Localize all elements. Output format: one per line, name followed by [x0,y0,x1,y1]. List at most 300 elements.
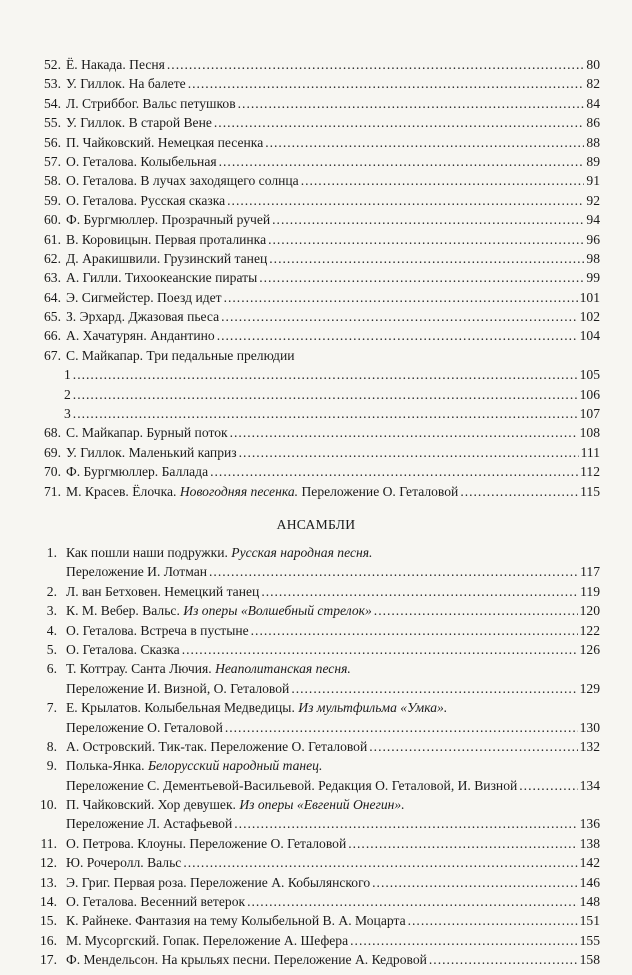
entry-body [66,288,600,307]
page-number: 80 [586,57,600,72]
toc-row [0,462,632,481]
dot-leader [269,249,584,268]
page-number: 84 [586,95,600,111]
entry-title [66,756,322,775]
entry-title-text: О. Петрова. Клоуны. Переложение О. Геталовой [66,835,347,851]
page-number: 91 [586,173,600,189]
toc-row [0,74,632,93]
page-number: 130 [579,719,600,735]
ensembles-list [0,543,632,970]
entry-title [66,659,351,678]
dot-leader [429,950,578,969]
page-number: 92 [586,192,600,208]
item-number: 14. [40,894,57,910]
page-number: 105 [579,367,600,383]
page-number: 106 [579,386,600,402]
entry-body [66,133,600,152]
page-number: 155 [579,932,600,948]
entry-title [66,191,225,210]
entry-title-text: Полька-Янка. [66,758,145,774]
entry-title [66,873,370,892]
entry-title-text: М. Красев. Ёлочка. [66,483,177,499]
page-number: 88 [586,134,600,150]
entry-title-text: О. Геталова. Весенний ветерок [66,894,246,910]
entry-title-text: О. Геталова. В лучах заходящего солнца [66,173,299,189]
entry-title [66,892,245,911]
entry-title-text: У. Гиллок. В старой Вене [66,115,212,131]
toc-row-continuation [0,718,632,737]
toc-row-continuation [0,562,632,581]
dot-leader [268,230,584,249]
section-title-ensembles: АНСАМБЛИ [276,516,356,532]
entry-title [66,834,346,853]
entry-title-text: Переложение С. Дементьевой-Васильевой. Редакция О. Геталовой, И. Визной [66,777,518,793]
item-number: 55. [44,115,61,131]
page-number: 119 [580,583,600,599]
dot-leader [73,404,578,423]
item-number: 68. [44,425,61,441]
entry-title-text: А. Островский. Тик-так. Переложение О. Геталовой [66,738,368,754]
dot-leader [167,55,585,74]
toc-row [0,326,632,345]
entry-title [66,795,405,814]
dot-leader [209,562,578,581]
entry-body [66,679,600,698]
item-number: 63. [44,270,61,286]
entry-title [66,249,267,268]
entry-title [66,679,289,698]
entry-title-text: О. Геталова. Встреча в пустыне [66,622,249,638]
entry-body [66,950,600,969]
entry-title-text: С. Майкапар. Бурный поток [66,425,228,441]
entry-body [66,307,600,326]
page-number: 101 [579,289,600,305]
entry-body [66,113,600,132]
entry-subtitle: Из оперы «Евгений Онегин». [239,797,405,813]
entry-title-text: Переложение И. Визной, О. Геталовой [66,680,290,696]
entry-title [66,210,270,229]
item-number: 7. [46,700,57,716]
entry-title [66,931,348,950]
toc-row-continuation [0,679,632,698]
entry-title [66,911,406,930]
item-number: 1. [46,544,57,560]
entry-title-text: З. Эрхард. Джазовая пьеса [66,309,220,325]
dot-leader [221,307,577,326]
toc-row [0,230,632,249]
entry-body [66,892,600,911]
entry-title [66,230,266,249]
entry-title-text: Л. Стриббог. Вальс петушков [66,95,236,111]
entry-title [66,698,447,717]
entry-arrangement: Переложение О. Геталовой [301,483,459,499]
toc-row [0,931,632,950]
entry-body [66,482,600,501]
toc-row [0,94,632,113]
dot-leader [350,931,577,950]
entry-title [66,133,263,152]
toc-row [0,423,632,442]
page-number: 94 [586,212,600,228]
item-number: 15. [40,913,57,929]
toc-row [0,191,632,210]
toc-row [0,482,632,501]
entry-title [66,582,259,601]
entry-subtitle: Новогодняя песенка. [179,483,299,499]
toc-row [0,210,632,229]
entry-title-text: У. Гиллок. На балете [66,76,186,92]
dot-leader [227,191,584,210]
entry-title [66,601,372,620]
entry-title [66,346,295,365]
page-number: 134 [579,777,600,793]
entry-subtitle: Белорусский народный танец. [147,758,323,774]
entry-body [66,171,600,190]
item-number: 64. [44,289,61,305]
item-number: 12. [40,855,57,871]
entry-body [64,404,600,423]
item-number: 57. [44,153,61,169]
entry-title-text: Э. Григ. Первая роза. Переложение А. Кобылянского [66,874,371,890]
toc-row [0,543,632,562]
item-number: 62. [44,250,61,266]
entry-body [66,795,600,814]
page-number: 115 [580,483,600,499]
item-number: 53. [44,76,61,92]
toc-row [0,659,632,678]
entry-body [66,326,600,345]
toc-row [0,737,632,756]
dot-leader [247,892,578,911]
page-number: 126 [579,641,600,657]
entry-title [66,74,186,93]
entry-body [66,55,600,74]
entry-title [66,621,249,640]
toc-row [0,873,632,892]
entry-title-text: О. Геталова. Колыбельная [66,153,217,169]
entry-subtitle: Из оперы «Волшебный стрелок» [183,603,372,619]
dot-leader [219,152,585,171]
entry-body [66,230,600,249]
dot-leader [183,853,577,872]
dot-leader [239,443,579,462]
entry-body [66,640,600,659]
entry-title-text: Ю. Рочеролл. Вальс [66,855,182,871]
page-number: 86 [586,115,600,131]
entry-title [66,171,299,190]
page-number: 102 [579,309,600,325]
page-number: 122 [579,622,600,638]
toc-row [0,892,632,911]
toc-row [0,601,632,620]
toc-row [0,249,632,268]
entry-title-text: Т. Коттрау. Санта Лючия. [66,661,212,677]
entry-title-text: В. Коровицын. Первая проталинка [66,231,267,247]
dot-leader [251,621,578,640]
toc-row [0,385,632,404]
item-number: 65. [44,309,61,325]
entry-title [66,307,219,326]
toc-row [0,698,632,717]
page-number: 158 [579,952,600,968]
toc-row [0,404,632,423]
dot-leader [408,911,578,930]
dot-leader [217,326,578,345]
item-number: 70. [44,464,61,480]
item-number: 10. [40,797,57,813]
entry-title-text: У. Гиллок. Маленький каприз [66,444,237,460]
page-number: 111 [580,444,600,460]
dot-leader [369,737,577,756]
page-number: 151 [579,913,600,929]
item-number: 69. [44,444,61,460]
entry-subtitle: Из мультфильма «Умка». [298,700,448,716]
dot-leader [460,482,578,501]
entry-body [66,152,600,171]
toc-row [0,621,632,640]
toc-row [0,171,632,190]
entry-body [66,601,600,620]
page-number: 148 [579,894,600,910]
entry-body [66,268,600,287]
entry-body [66,853,600,872]
page-number: 120 [579,603,600,619]
dot-leader [374,601,578,620]
page-number: 104 [579,328,600,344]
entry-body [66,834,600,853]
entry-title-text: Ф. Мендельсон. На крыльях песни. Переложение А. Кедровой [66,952,427,968]
dot-leader [210,462,578,481]
entry-body [66,737,600,756]
page-number: 146 [579,874,600,890]
entry-title-text: 2 [64,386,71,402]
entry-body [66,346,600,365]
entry-body [66,814,600,833]
entry-body [66,94,600,113]
toc-row [0,346,632,365]
entry-body [66,423,600,442]
entry-body [66,776,600,795]
entry-title [66,94,236,113]
page-number: 99 [586,270,600,286]
item-number: 54. [44,95,61,111]
page-number: 136 [579,816,600,832]
dot-leader [272,210,584,229]
dot-leader [234,814,577,833]
entry-title-text: Переложение И. Лотман [66,564,208,580]
dot-leader [73,385,578,404]
entry-title [66,737,367,756]
table-of-contents [0,55,632,970]
entry-body [66,873,600,892]
entry-body [64,365,600,384]
item-number: 58. [44,173,61,189]
dot-leader [182,640,578,659]
item-number: 3. [46,603,57,619]
entry-title-text: Э. Сигмейстер. Поезд идет [66,289,222,305]
entry-title-text: 1 [64,367,71,383]
dot-leader [261,582,578,601]
entry-title [66,640,180,659]
entry-body [66,443,600,462]
entry-title-text: К. М. Вебер. Вальс. [66,603,180,619]
toc-row-continuation [0,814,632,833]
entry-title [66,562,207,581]
dot-leader [372,873,577,892]
dot-leader [259,268,584,287]
item-number: 5. [46,641,57,657]
dot-leader [188,74,585,93]
entry-body [66,462,600,481]
page-number: 112 [580,464,600,480]
entry-body [66,698,600,717]
dot-leader [73,365,578,384]
entry-title-text: Ё. Накада. Песня [66,57,165,72]
entry-title [64,404,71,423]
entry-subtitle: Русская народная песня. [231,544,373,560]
toc-row [0,443,632,462]
entry-title [66,423,228,442]
toc-row [0,133,632,152]
entry-title-text: А. Гилли. Тихоокеанские пираты [66,270,258,286]
toc-row [0,950,632,969]
entry-title-text: О. Геталова. Русская сказка [66,192,226,208]
dot-leader [519,776,577,795]
entry-body [66,718,600,737]
toc-row-continuation [0,776,632,795]
item-number: 61. [44,231,61,247]
toc-row [0,268,632,287]
item-number: 59. [44,192,61,208]
dot-leader [348,834,577,853]
page-number: 82 [586,76,600,92]
entry-body [66,191,600,210]
entry-title-text: А. Хачатурян. Андантино [66,328,215,344]
entry-body [66,74,600,93]
page-number: 129 [579,680,600,696]
entry-title-text: П. Чайковский. Хор девушек. [66,797,236,813]
dot-leader [214,113,585,132]
entry-body [66,621,600,640]
page-number: 96 [586,231,600,247]
page-number: 108 [579,425,600,441]
entry-title [66,814,232,833]
item-number: 17. [40,952,57,968]
item-number: 56. [44,134,61,150]
item-number: 8. [46,738,57,754]
item-number: 11. [40,835,57,851]
entry-title-text: Как пошли наши подружки. [66,544,228,560]
dot-leader [230,423,578,442]
item-number: 2. [46,583,57,599]
entry-title [66,718,223,737]
toc-row [0,640,632,659]
page-number: 138 [579,835,600,851]
pieces-list [0,55,632,501]
entry-title-text: К. Райнеке. Фантазия на тему Колыбельной В. А. Моцарта [66,913,406,929]
entry-body [64,385,600,404]
toc-row [0,834,632,853]
entry-title-text: Переложение О. Геталовой [66,719,223,735]
entry-title-text: Е. Крылатов. Колыбельная Медведицы. [66,700,295,716]
toc-row [0,582,632,601]
entry-title [66,152,217,171]
entry-title [66,268,257,287]
entry-title [66,462,208,481]
entry-title [66,853,181,872]
toc-row [0,55,632,74]
entry-title-text: Д. Аракишвили. Грузинский танец [66,250,268,266]
page-number: 107 [579,406,600,422]
entry-title-text: Ф. Бургмюллер. Прозрачный ручей [66,212,271,228]
page-number: 98 [586,250,600,266]
page-number: 132 [579,738,600,754]
item-number: 67. [44,347,61,363]
entry-body [66,562,600,581]
entry-title [66,543,372,562]
toc-row [0,365,632,384]
item-number: 52. [44,57,61,72]
toc-row [0,113,632,132]
entry-body [66,543,600,562]
page-number: 89 [586,153,600,169]
toc-row [0,288,632,307]
item-number: 16. [40,932,57,948]
entry-title [66,326,215,345]
toc-row [0,795,632,814]
dot-leader [225,718,578,737]
toc-row [0,307,632,326]
entry-title-text: Л. ван Бетховен. Немецкий танец [66,583,260,599]
entry-title-text: М. Мусоргский. Гопак. Переложение А. Шефера [66,932,349,948]
toc-row [0,853,632,872]
entry-title [66,288,222,307]
item-number: 4. [46,622,57,638]
dot-leader [291,679,577,698]
dot-leader [301,171,585,190]
entry-title [64,385,71,404]
dot-leader [224,288,578,307]
entry-body [66,756,600,775]
entry-body [66,249,600,268]
item-number: 13. [40,874,57,890]
toc-row [0,911,632,930]
entry-title-text: П. Чайковский. Немецкая песенка [66,134,264,150]
entry-body [66,210,600,229]
entry-title-text: Ф. Бургмюллер. Баллада [66,464,209,480]
entry-body [66,659,600,678]
page-number: 117 [580,564,600,580]
entry-title-text: О. Геталова. Сказка [66,641,180,657]
toc-row [0,152,632,171]
item-number: 9. [46,758,57,774]
entry-body [66,911,600,930]
entry-title [66,55,165,74]
entry-title [66,950,427,969]
entry-title-text: С. Майкапар. Три педальные прелюдии [66,347,295,363]
item-number: 6. [46,661,57,677]
entry-body [66,582,600,601]
entry-subtitle: Неаполитанская песня. [215,661,351,677]
entry-title-text: Переложение Л. Астафьевой [66,816,233,832]
entry-title [66,443,237,462]
toc-row [0,756,632,775]
page-number: 142 [579,855,600,871]
dot-leader [265,133,584,152]
entry-title [66,113,212,132]
entry-title [66,776,517,795]
item-number: 71. [44,483,61,499]
